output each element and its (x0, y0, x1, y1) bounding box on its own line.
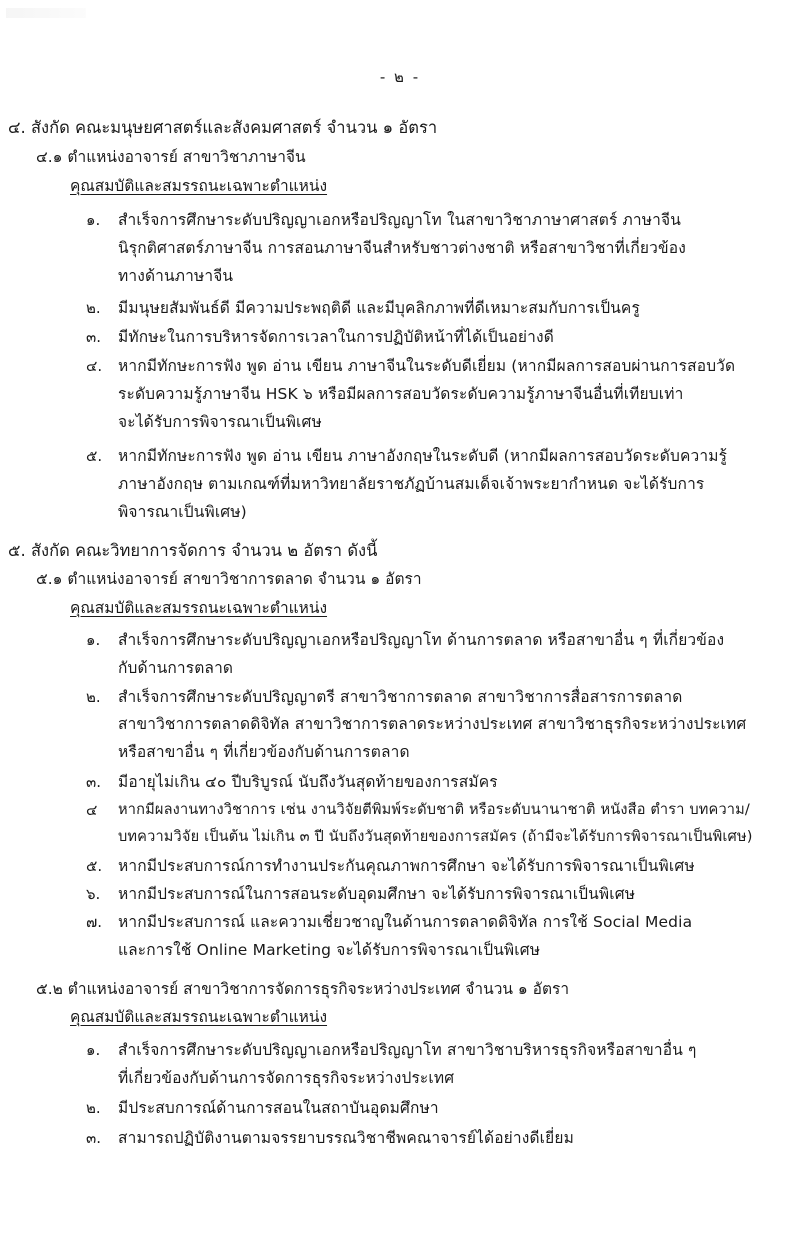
list-number: ๓. (86, 328, 102, 346)
list-number: ๑. (86, 631, 101, 649)
section-heading: ๔. สังกัด คณะมนุษยศาสตร์และสังคมศาสตร์ จำนวน ๑ อัตรา (8, 118, 438, 137)
qualifications-heading: คุณสมบัติและสมรรถนะเฉพาะตำแหน่ง (70, 177, 328, 195)
list-item-text: หากมีผลงานทางวิชาการ เช่น งานวิจัยตีพิมพ์ระดับชาติ หรือระดับนานาชาติ หนังสือ ตำรา บทความ/ (118, 801, 750, 818)
list-number: ๒. (86, 688, 101, 706)
qualifications-heading: คุณสมบัติและสมรรถนะเฉพาะตำแหน่ง (70, 1008, 328, 1026)
list-item-text: หากมีทักษะการฟัง พูด อ่าน เขียน ภาษาอังกฤษในระดับดี (หากมีผลการสอบวัดระดับความรู้ (118, 447, 728, 465)
list-item-text: สาขาวิชาการตลาดดิจิทัล สาขาวิชาการตลาดระหว่างประเทศ สาขาวิชาธุรกิจระหว่างประเทศ (118, 715, 747, 733)
list-number: ๖. (86, 885, 101, 903)
position-heading: ๕.๑ ตำแหน่งอาจารย์ สาขาวิชาการตลาด จำนวน ๑ อัตรา (36, 570, 422, 588)
list-item-text: ระดับความรู้ภาษาจีน HSK ๖ หรือมีผลการสอบวัดระดับความรู้ภาษาจีนอื่นที่เทียบเท่า (118, 385, 684, 403)
list-number: ๒. (86, 1099, 101, 1117)
list-number: ๒. (86, 299, 101, 317)
list-number: ๓. (86, 1129, 102, 1147)
list-item-text: กับด้านการตลาด (118, 659, 234, 677)
list-item-text: สำเร็จการศึกษาระดับปริญญาเอกหรือปริญญาโท สาขาวิชาบริหารธุรกิจหรือสาขาอื่น ๆ (118, 1041, 697, 1059)
list-item-text: ทางด้านภาษาจีน (118, 267, 234, 285)
list-number: ๕. (86, 857, 103, 875)
scan-noise (6, 8, 86, 18)
list-number: ๓. (86, 773, 102, 791)
list-item-text: พิจารณาเป็นพิเศษ) (118, 503, 247, 521)
list-number: ๑. (86, 211, 101, 229)
qualifications-heading: คุณสมบัติและสมรรถนะเฉพาะตำแหน่ง (70, 599, 328, 617)
list-number: ๑. (86, 1041, 101, 1059)
list-item-text: หรือสาขาอื่น ๆ ที่เกี่ยวข้องกับด้านการตลาด (118, 743, 410, 761)
list-item-text: จะได้รับการพิจารณาเป็นพิเศษ (118, 413, 322, 431)
page-number: - ๒ - (379, 68, 421, 86)
list-item-text: หากมีประสบการณ์ และความเชี่ยวชาญในด้านการตลาดดิจิทัล การใช้ Social Media (118, 913, 693, 931)
list-item-text: สำเร็จการศึกษาระดับปริญญาเอกหรือปริญญาโท ในสาขาวิชาภาษาศาสตร์ ภาษาจีน (118, 211, 681, 229)
list-item-text: บทความวิจัย เป็นต้น ไม่เกิน ๓ ปี นับถึงวันสุดท้ายของการสมัคร (ถ้ามีจะได้รับการพิจารณาเป็นพิเศษ) (118, 828, 753, 845)
list-item-text: และการใช้ Online Marketing จะได้รับการพิจารณาเป็นพิเศษ (118, 941, 541, 959)
list-number: ๕. (86, 447, 103, 465)
list-number: ๗. (86, 913, 103, 931)
list-item-text: สำเร็จการศึกษาระดับปริญญาเอกหรือปริญญาโท ด้านการตลาด หรือสาขาอื่น ๆ ที่เกี่ยวข้อง (118, 631, 725, 649)
list-number: ๔ (86, 801, 98, 819)
list-item-text: นิรุกติศาสตร์ภาษาจีน การสอนภาษาจีนสำหรับชาวต่างชาติ หรือสาขาวิชาที่เกี่ยวข้อง (118, 239, 686, 257)
position-heading: ๕.๒ ตำแหน่งอาจารย์ สาขาวิชาการจัดการธุรกิจระหว่างประเทศ จำนวน ๑ อัตรา (36, 980, 570, 998)
section-heading: ๕. สังกัด คณะวิทยาการจัดการ จำนวน ๒ อัตรา ดังนี้ (8, 541, 378, 560)
list-item-text: หากมีประสบการณ์การทำงานประกันคุณภาพการศึกษา จะได้รับการพิจารณาเป็นพิเศษ (118, 857, 695, 875)
list-item-text: มีมนุษยสัมพันธ์ดี มีความประพฤติดี และมีบุคลิกภาพที่ดีเหมาะสมกับการเป็นครู (118, 299, 640, 317)
list-item-text: สำเร็จการศึกษาระดับปริญญาตรี สาขาวิชาการตลาด สาขาวิชาการสื่อสารการตลาด (118, 688, 683, 706)
list-item-text: มีประสบการณ์ด้านการสอนในสถาบันอุดมศึกษา (118, 1099, 439, 1117)
list-number: ๔. (86, 357, 103, 375)
list-item-text: หากมีประสบการณ์ในการสอนระดับอุดมศึกษา จะได้รับการพิจารณาเป็นพิเศษ (118, 885, 636, 903)
list-item-text: สามารถปฏิบัติงานตามจรรยาบรรณวิชาชีพคณาจารย์ได้อย่างดีเยี่ยม (118, 1129, 574, 1147)
list-item-text: มีทักษะในการบริหารจัดการเวลาในการปฏิบัติหน้าที่ได้เป็นอย่างดี (118, 328, 554, 346)
list-item-text: หากมีทักษะการฟัง พูด อ่าน เขียน ภาษาจีนในระดับดีเยี่ยม (หากมีผลการสอบผ่านการสอบวัด (118, 357, 736, 375)
position-heading: ๔.๑ ตำแหน่งอาจารย์ สาขาวิชาภาษาจีน (36, 148, 306, 166)
list-item-text: ภาษาอังกฤษ ตามเกณฑ์ที่มหาวิทยาลัยราชภัฏบ้านสมเด็จเจ้าพระยากำหนด จะได้รับการ (118, 475, 705, 493)
list-item-text: ที่เกี่ยวข้องกับด้านการจัดการธุรกิจระหว่างประเทศ (118, 1069, 455, 1087)
list-item-text: มีอายุไม่เกิน ๔๐ ปีบริบูรณ์ นับถึงวันสุดท้ายของการสมัคร (118, 773, 498, 791)
